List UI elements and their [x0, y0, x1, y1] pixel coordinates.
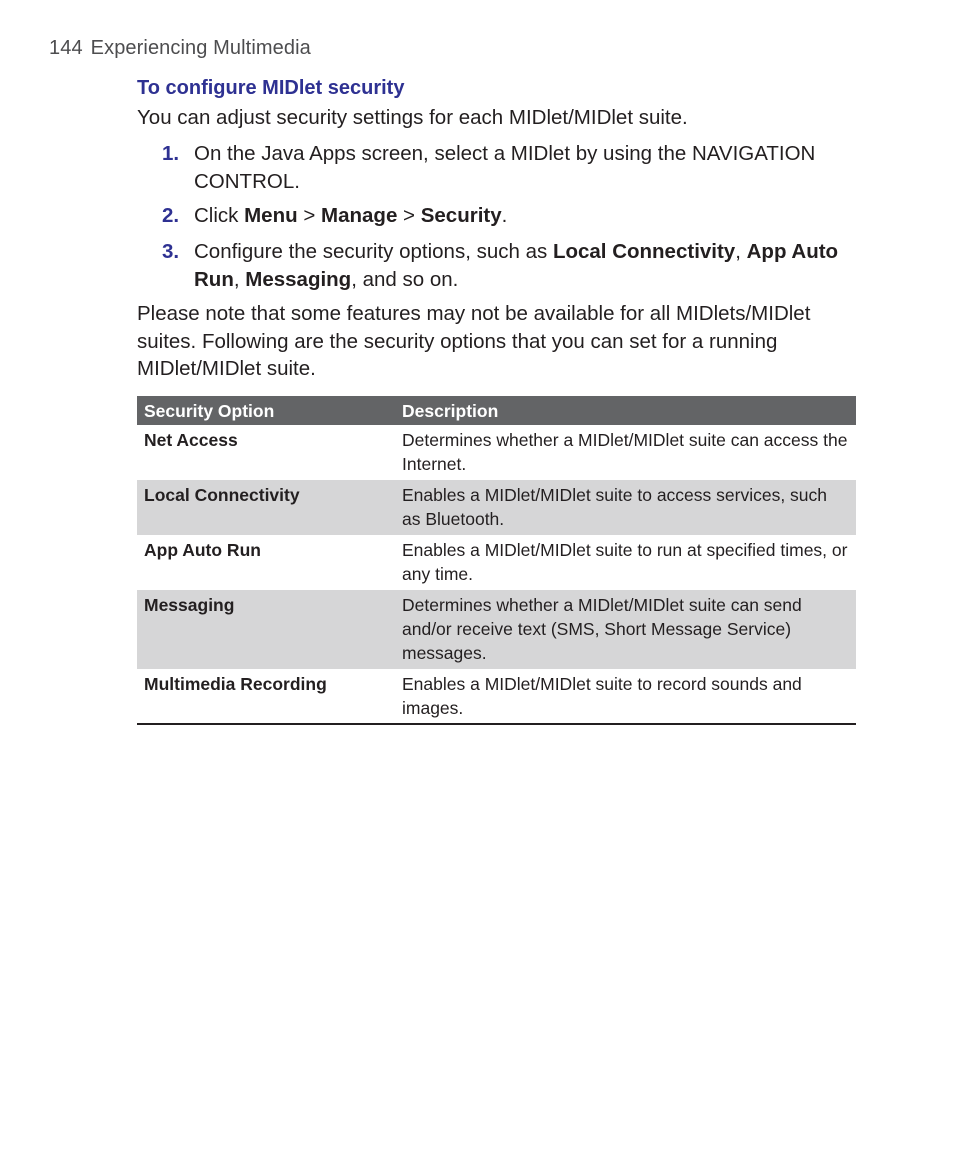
- step-text: Configure the security options, such as Local Connectivity, App Auto Run, Messaging, and so on.: [194, 240, 839, 291]
- option-cell: Net Access: [144, 430, 238, 450]
- step-number: 1.: [162, 142, 180, 165]
- security-command: Security: [420, 204, 502, 227]
- step-3: [137, 238, 857, 293]
- option-cell: Local Connectivity: [137, 480, 395, 535]
- manage-command: Manage: [321, 204, 398, 227]
- option-cell: App Auto Run: [144, 540, 261, 560]
- step-text: On the Java Apps screen, select a MIDlet by using the NAVIGATION CONTROL.: [194, 142, 816, 193]
- procedure-heading: To configure MIDlet security: [137, 77, 405, 99]
- intro-paragraph: You can adjust security settings for each MIDlet/MIDlet suite.: [137, 106, 688, 129]
- table-row: [137, 480, 856, 535]
- step-text: Click Menu > Manage > Security.: [194, 204, 508, 227]
- description-cell: Determines whether a MIDlet/MIDlet suite can send and/or receive text (SMS, Short Message Service) messages.: [395, 590, 856, 669]
- table-header-row: [137, 396, 856, 425]
- messaging-term: Messaging: [245, 267, 352, 291]
- app-auto-run-term: App Auto Run: [194, 240, 839, 291]
- page-number: 144: [49, 37, 83, 59]
- table-row: [137, 669, 856, 724]
- option-cell: Messaging: [137, 590, 395, 669]
- page-header: [49, 37, 311, 60]
- step-1: [137, 140, 857, 195]
- table-row: [137, 535, 856, 590]
- step-2: [137, 202, 857, 230]
- description-cell: Enables a MIDlet/MIDlet suite to run at specified times, or any time.: [402, 540, 848, 584]
- option-cell: Multimedia Recording: [137, 669, 395, 724]
- description-cell: Enables a MIDlet/MIDlet suite to record sounds and images.: [395, 669, 856, 724]
- description-cell: Enables a MIDlet/MIDlet suite to access services, such as Bluetooth.: [395, 480, 856, 535]
- step-number: 2.: [162, 204, 180, 227]
- column-header-description: Description: [395, 396, 856, 425]
- column-header-option: Security Option: [137, 396, 395, 425]
- local-connectivity-term: Local Connectivity: [552, 240, 736, 263]
- step-number: 3.: [162, 240, 180, 263]
- menu-command: Menu: [244, 204, 298, 227]
- description-cell: Determines whether a MIDlet/MIDlet suite can access the Internet.: [402, 430, 848, 474]
- security-options-table: [137, 396, 856, 725]
- section-title: Experiencing Multimedia: [90, 37, 311, 59]
- table-row: [137, 425, 856, 480]
- table-row: [137, 590, 856, 669]
- note-paragraph: Please note that some features may not be available for all MIDlets/MIDlet suites. Following are the security options that you can set for a running MIDlet/MIDlet suite.: [137, 302, 811, 380]
